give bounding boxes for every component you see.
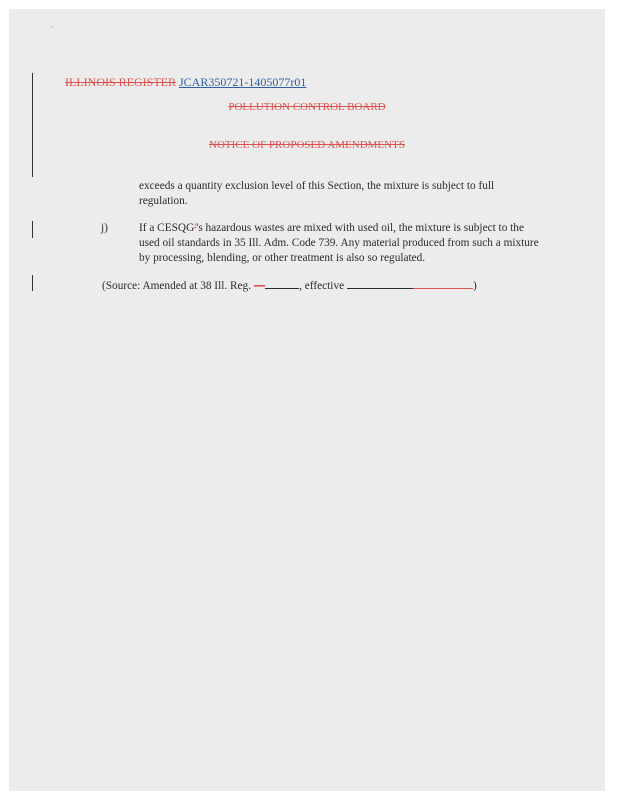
scan-mark: ·: [21, 23, 24, 31]
board-name: POLLUTION CONTROL BOARD: [228, 101, 386, 113]
continued-paragraph: exceeds a quantity exclusion level of this Section, the mixture is subject to full regulation.: [139, 180, 495, 207]
document-page: [9, 9, 605, 791]
item-j-text: If a CESQG''s hazardous wastes are mixed with used oil, the mixture is subject to the used oil standards in 35 Ill. Adm. Code 739. Any material produced from such a mixture by processing, blending, or other treatment is also so regulated.: [139, 222, 539, 264]
item-label: j): [101, 222, 108, 234]
inserted-jcar-code: JCAR350721-1405077r01: [179, 75, 307, 89]
change-bar: [32, 221, 33, 238]
notice-title: NOTICE OF PROPOSED AMENDMENTS: [209, 139, 405, 151]
change-bar: [32, 275, 33, 291]
source-note: (Source: Amended at 38 Ill. Reg. — , effective ): [102, 277, 477, 292]
scan-mark: ‹: [51, 23, 54, 31]
register-header: [65, 75, 306, 90]
deleted-register-title: ILLINOIS REGISTER: [65, 75, 176, 89]
inserted-blank: [413, 279, 473, 289]
change-bar: [32, 73, 33, 177]
scan-mark: ·: [39, 23, 42, 31]
